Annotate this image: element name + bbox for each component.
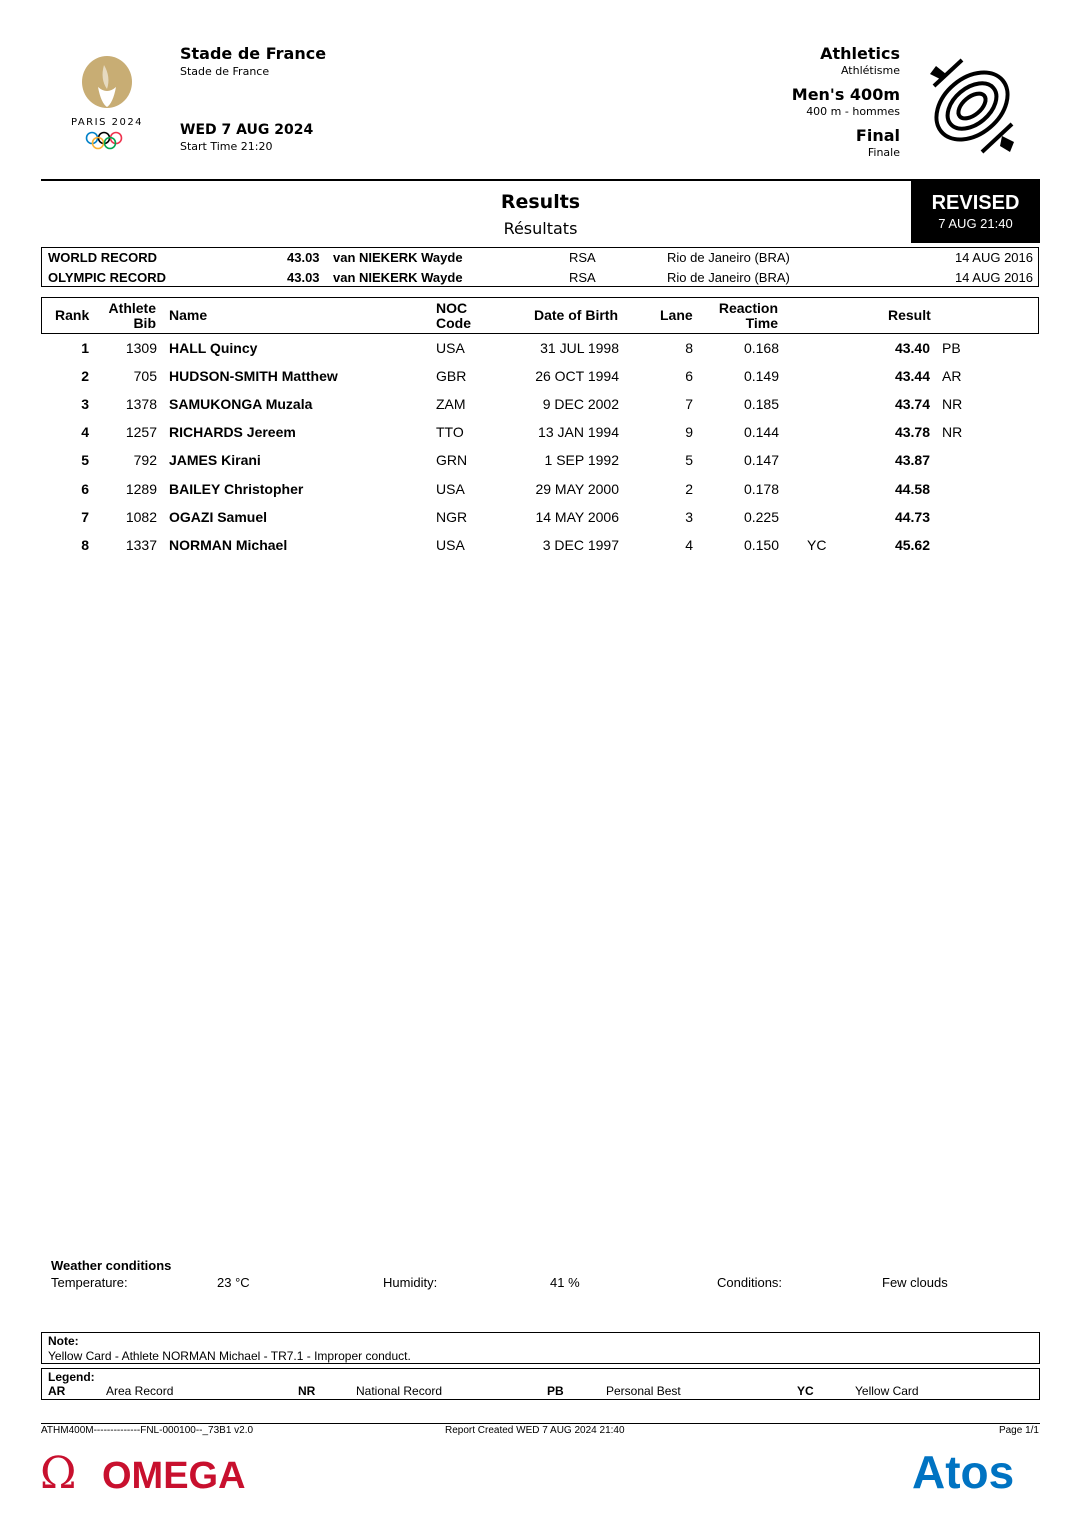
record-noc: RSA bbox=[569, 250, 596, 265]
bib-cell: 792 bbox=[133, 452, 157, 468]
col-lane: Lane bbox=[660, 307, 693, 323]
weather-conditions bbox=[51, 1258, 1031, 1290]
dob-cell: 3 DEC 1997 bbox=[542, 537, 619, 553]
athlete-name: SAMUKONGA Muzala bbox=[169, 396, 313, 412]
lane-cell: 3 bbox=[685, 509, 693, 525]
record-mark: 43.03 bbox=[287, 250, 320, 265]
record-venue: Rio de Janeiro (BRA) bbox=[667, 250, 790, 265]
result-cell: 44.58 bbox=[894, 481, 930, 497]
humidity-label: Humidity: bbox=[383, 1275, 438, 1290]
table-row bbox=[41, 419, 1039, 447]
sport-name-fr: Athlétisme bbox=[840, 64, 900, 77]
page-subtitle: Résultats bbox=[503, 219, 578, 238]
record-noc: RSA bbox=[569, 270, 596, 285]
humidity-value: 41 % bbox=[550, 1275, 580, 1290]
dob-cell: 31 JUL 1998 bbox=[540, 340, 619, 356]
lane-cell: 9 bbox=[685, 424, 693, 440]
svg-text:PARIS 2024: PARIS 2024 bbox=[70, 117, 144, 128]
result-cell: 44.73 bbox=[894, 509, 930, 525]
bib-cell: 1289 bbox=[125, 481, 157, 497]
col-noc-2: Code bbox=[436, 315, 471, 331]
page-title: Results bbox=[500, 191, 581, 213]
bib-cell: 1082 bbox=[125, 509, 157, 525]
venue-name-fr: Stade de France bbox=[180, 65, 270, 78]
record-holder: van NIEKERK Wayde bbox=[333, 250, 463, 265]
athlete-name: HUDSON-SMITH Matthew bbox=[169, 368, 338, 384]
svg-text:OMEGA: OMEGA bbox=[102, 1455, 246, 1494]
phase-name: Final bbox=[855, 126, 900, 145]
record-flag-cell: NR bbox=[942, 424, 963, 440]
lane-cell: 8 bbox=[685, 340, 693, 356]
reaction-time-cell: 0.225 bbox=[743, 509, 779, 525]
lane-cell: 5 bbox=[685, 452, 693, 468]
result-cell: 43.87 bbox=[894, 452, 930, 468]
record-flag-cell: AR bbox=[942, 368, 962, 384]
bib-cell: 1309 bbox=[125, 340, 157, 356]
phase-name-fr: Finale bbox=[867, 146, 900, 159]
results-table-header bbox=[41, 297, 1039, 334]
rank-cell: 5 bbox=[81, 452, 89, 468]
record-date: 14 AUG 2016 bbox=[954, 250, 1033, 265]
note-box bbox=[41, 1332, 1040, 1364]
record-date: 14 AUG 2016 bbox=[954, 270, 1033, 285]
noc-cell: ZAM bbox=[436, 396, 466, 412]
table-row bbox=[41, 391, 1039, 419]
header-divider bbox=[41, 179, 1040, 181]
col-rt-2: Time bbox=[745, 315, 778, 331]
bib-cell: 1257 bbox=[125, 424, 157, 440]
athlete-name: NORMAN Michael bbox=[169, 537, 288, 553]
table-row bbox=[41, 363, 1039, 391]
rank-cell: 1 bbox=[81, 340, 89, 356]
dob-cell: 9 DEC 2002 bbox=[542, 396, 619, 412]
report-code: ATHM400M--------------FNL-000100--_73B1 v2.0 bbox=[41, 1425, 254, 1436]
revised-badge bbox=[911, 181, 1040, 243]
athlete-name: HALL Quincy bbox=[169, 340, 258, 356]
card-cell: YC bbox=[807, 537, 827, 553]
record-flag-cell: NR bbox=[942, 396, 963, 412]
footer-divider bbox=[41, 1423, 1040, 1424]
noc-cell: USA bbox=[436, 537, 465, 553]
legend-code: PB bbox=[547, 1384, 564, 1398]
col-rank: Rank bbox=[55, 307, 90, 323]
event-name: Men's 400m bbox=[791, 85, 900, 104]
olympic-rings-icon bbox=[87, 133, 122, 149]
record-mark: 43.03 bbox=[287, 270, 320, 285]
revised-label: REVISED bbox=[931, 192, 1020, 214]
lane-cell: 6 bbox=[685, 368, 693, 384]
legend-code: NR bbox=[298, 1384, 316, 1398]
reaction-time-cell: 0.144 bbox=[743, 424, 779, 440]
col-noc-1: NOC bbox=[436, 300, 468, 316]
lane-cell: 2 bbox=[685, 481, 693, 497]
result-cell: 43.74 bbox=[894, 396, 930, 412]
page-number: Page 1/1 bbox=[998, 1425, 1039, 1436]
sport-name: Athletics bbox=[820, 44, 900, 63]
col-result: Result bbox=[888, 307, 931, 323]
dob-cell: 1 SEP 1992 bbox=[544, 452, 619, 468]
athlete-name: OGAZI Samuel bbox=[169, 509, 268, 525]
lane-cell: 7 bbox=[685, 396, 693, 412]
legend-desc: National Record bbox=[356, 1384, 443, 1398]
bib-cell: 705 bbox=[133, 368, 157, 384]
record-type: WORLD RECORD bbox=[48, 250, 158, 265]
table-row bbox=[41, 447, 1039, 475]
reaction-time-cell: 0.147 bbox=[743, 452, 779, 468]
note-label: Note: bbox=[48, 1334, 79, 1348]
athletics-track-icon bbox=[922, 56, 1022, 156]
table-row bbox=[41, 504, 1039, 532]
revised-time: 7 AUG 21:40 bbox=[938, 216, 1013, 231]
rank-cell: 6 bbox=[81, 481, 89, 497]
dob-cell: 26 OCT 1994 bbox=[535, 368, 619, 384]
reaction-time-cell: 0.168 bbox=[743, 340, 779, 356]
reaction-time-cell: 0.150 bbox=[743, 537, 779, 553]
start-time: Start Time 21:20 bbox=[180, 140, 273, 153]
reaction-time-cell: 0.178 bbox=[743, 481, 779, 497]
svg-text:Atos: Atos bbox=[912, 1448, 1015, 1494]
noc-cell: GRN bbox=[436, 452, 468, 468]
paris-2024-logo bbox=[60, 55, 155, 160]
reaction-time-cell: 0.185 bbox=[743, 396, 779, 412]
legend-desc: Personal Best bbox=[606, 1384, 681, 1398]
atos-logo bbox=[912, 1448, 1042, 1494]
temperature-value: 23 °C bbox=[217, 1275, 250, 1290]
legend-code: AR bbox=[48, 1384, 66, 1398]
rank-cell: 4 bbox=[81, 424, 89, 440]
col-bib-2: Bib bbox=[133, 315, 156, 331]
olympic-record-row bbox=[42, 268, 1038, 288]
record-holder: van NIEKERK Wayde bbox=[333, 270, 463, 285]
rank-cell: 7 bbox=[81, 509, 89, 525]
record-venue: Rio de Janeiro (BRA) bbox=[667, 270, 790, 285]
athlete-name: RICHARDS Jereem bbox=[169, 424, 296, 440]
col-name: Name bbox=[169, 307, 208, 323]
rank-cell: 2 bbox=[81, 368, 89, 384]
reaction-time-cell: 0.149 bbox=[743, 368, 779, 384]
col-rt-1: Reaction bbox=[718, 300, 778, 316]
table-row bbox=[41, 532, 1039, 560]
noc-cell: NGR bbox=[436, 509, 468, 525]
legend-box bbox=[41, 1368, 1040, 1400]
col-bib-1: Athlete bbox=[108, 300, 156, 316]
legend-desc: Yellow Card bbox=[855, 1384, 919, 1398]
result-cell: 45.62 bbox=[894, 537, 930, 553]
weather-title: Weather conditions bbox=[51, 1258, 172, 1273]
noc-cell: GBR bbox=[436, 368, 467, 384]
venue-name: Stade de France bbox=[180, 44, 327, 63]
result-cell: 43.44 bbox=[894, 368, 930, 384]
world-record-row bbox=[42, 248, 1038, 268]
bib-cell: 1337 bbox=[125, 537, 157, 553]
omega-logo bbox=[40, 1450, 280, 1494]
result-cell: 43.40 bbox=[894, 340, 930, 356]
athlete-name: BAILEY Christopher bbox=[169, 481, 304, 497]
rank-cell: 8 bbox=[81, 537, 89, 553]
temperature-label: Temperature: bbox=[51, 1275, 128, 1290]
record-flag-cell: PB bbox=[942, 340, 961, 356]
rank-cell: 3 bbox=[81, 396, 89, 412]
note-text: Yellow Card - Athlete NORMAN Michael - TR7.1 - Improper conduct. bbox=[48, 1349, 411, 1363]
records-table bbox=[41, 247, 1039, 287]
dob-cell: 14 MAY 2006 bbox=[535, 509, 619, 525]
conditions-value: Few clouds bbox=[882, 1275, 948, 1290]
legend-desc: Area Record bbox=[106, 1384, 174, 1398]
noc-cell: USA bbox=[436, 481, 465, 497]
conditions-label: Conditions: bbox=[717, 1275, 783, 1290]
event-name-fr: 400 m - hommes bbox=[806, 105, 900, 118]
result-cell: 43.78 bbox=[894, 424, 930, 440]
dob-cell: 13 JAN 1994 bbox=[538, 424, 619, 440]
noc-cell: TTO bbox=[436, 424, 464, 440]
report-created: Report Created WED 7 AUG 2024 21:40 bbox=[445, 1425, 625, 1436]
lane-cell: 4 bbox=[685, 537, 693, 553]
record-type: OLYMPIC RECORD bbox=[48, 270, 166, 285]
svg-text:Ω: Ω bbox=[40, 1450, 77, 1494]
legend-code: YC bbox=[797, 1384, 814, 1398]
dob-cell: 29 MAY 2000 bbox=[535, 481, 619, 497]
table-row bbox=[41, 335, 1039, 363]
event-date: WED 7 AUG 2024 bbox=[180, 122, 314, 138]
bib-cell: 1378 bbox=[125, 396, 157, 412]
noc-cell: USA bbox=[436, 340, 465, 356]
athlete-name: JAMES Kirani bbox=[169, 452, 261, 468]
table-row bbox=[41, 476, 1039, 504]
legend-label: Legend: bbox=[48, 1370, 95, 1384]
col-dob: Date of Birth bbox=[534, 307, 618, 323]
